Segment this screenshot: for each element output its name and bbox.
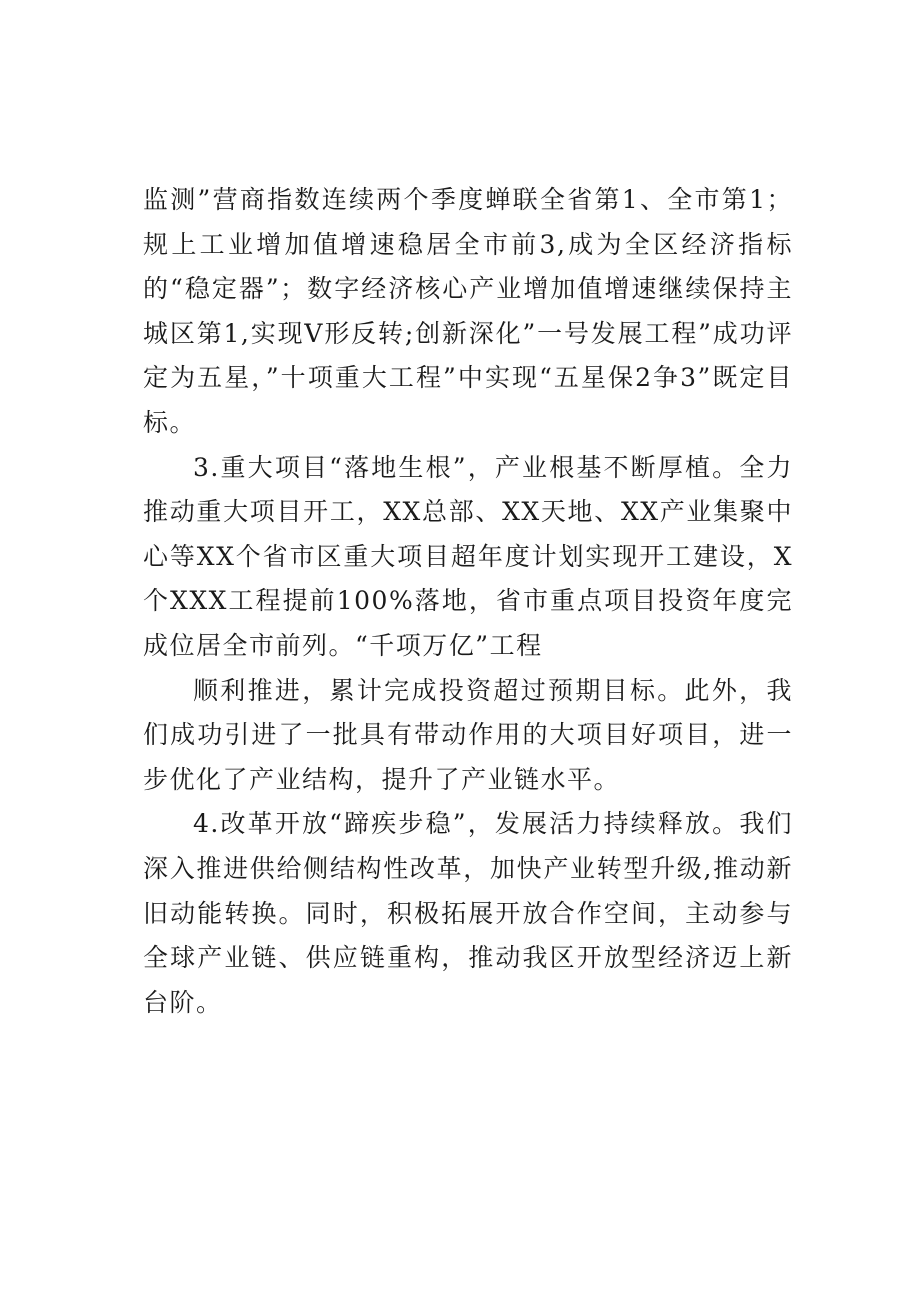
paragraph-reform-opening: 4.改革开放“蹄疾步稳”，发展活力持续释放。我们深入推进供给侧结构性改革，加快产业转型升级,推动新旧动能转换。同时，积极拓展开放合作空间，主动参与全球产业链、供应链重构，推动我区开放型经济迈上新台阶。 — [143, 809, 793, 1017]
paragraph-investment-progress: 顺利推进，累计完成投资超过预期目标。此外，我们成功引进了一批具有带动作用的大项目好项目，进一步优化了产业结构，提升了产业链水平。 — [143, 675, 793, 794]
paragraph-major-projects: 3.重大项目“落地生根”，产业根基不断厚植。全力推动重大项目开工，XX总部、XX天地、XX产业集聚中心等XX个省市区重大项目超年度计划实现开工建设，X个XXX工程提前100%落地，省市重点项目投资年度完成位居全市前列。“千项万亿”工程 — [143, 452, 793, 660]
paragraph-continuation: 监测”营商指数连续两个季度蝉联全省第1、全市第1；规上工业增加值增速稳居全市前3,成为全区经济指标的“稳定器”；数字经济核心产业增加值增速继续保持主城区第1,实现V形反转;创新深化”一号发展工程”成功评定为五星，”十项重大工程”中实现“五星保2争3”既定目标。 — [143, 185, 793, 437]
document-body — [143, 178, 793, 1025]
